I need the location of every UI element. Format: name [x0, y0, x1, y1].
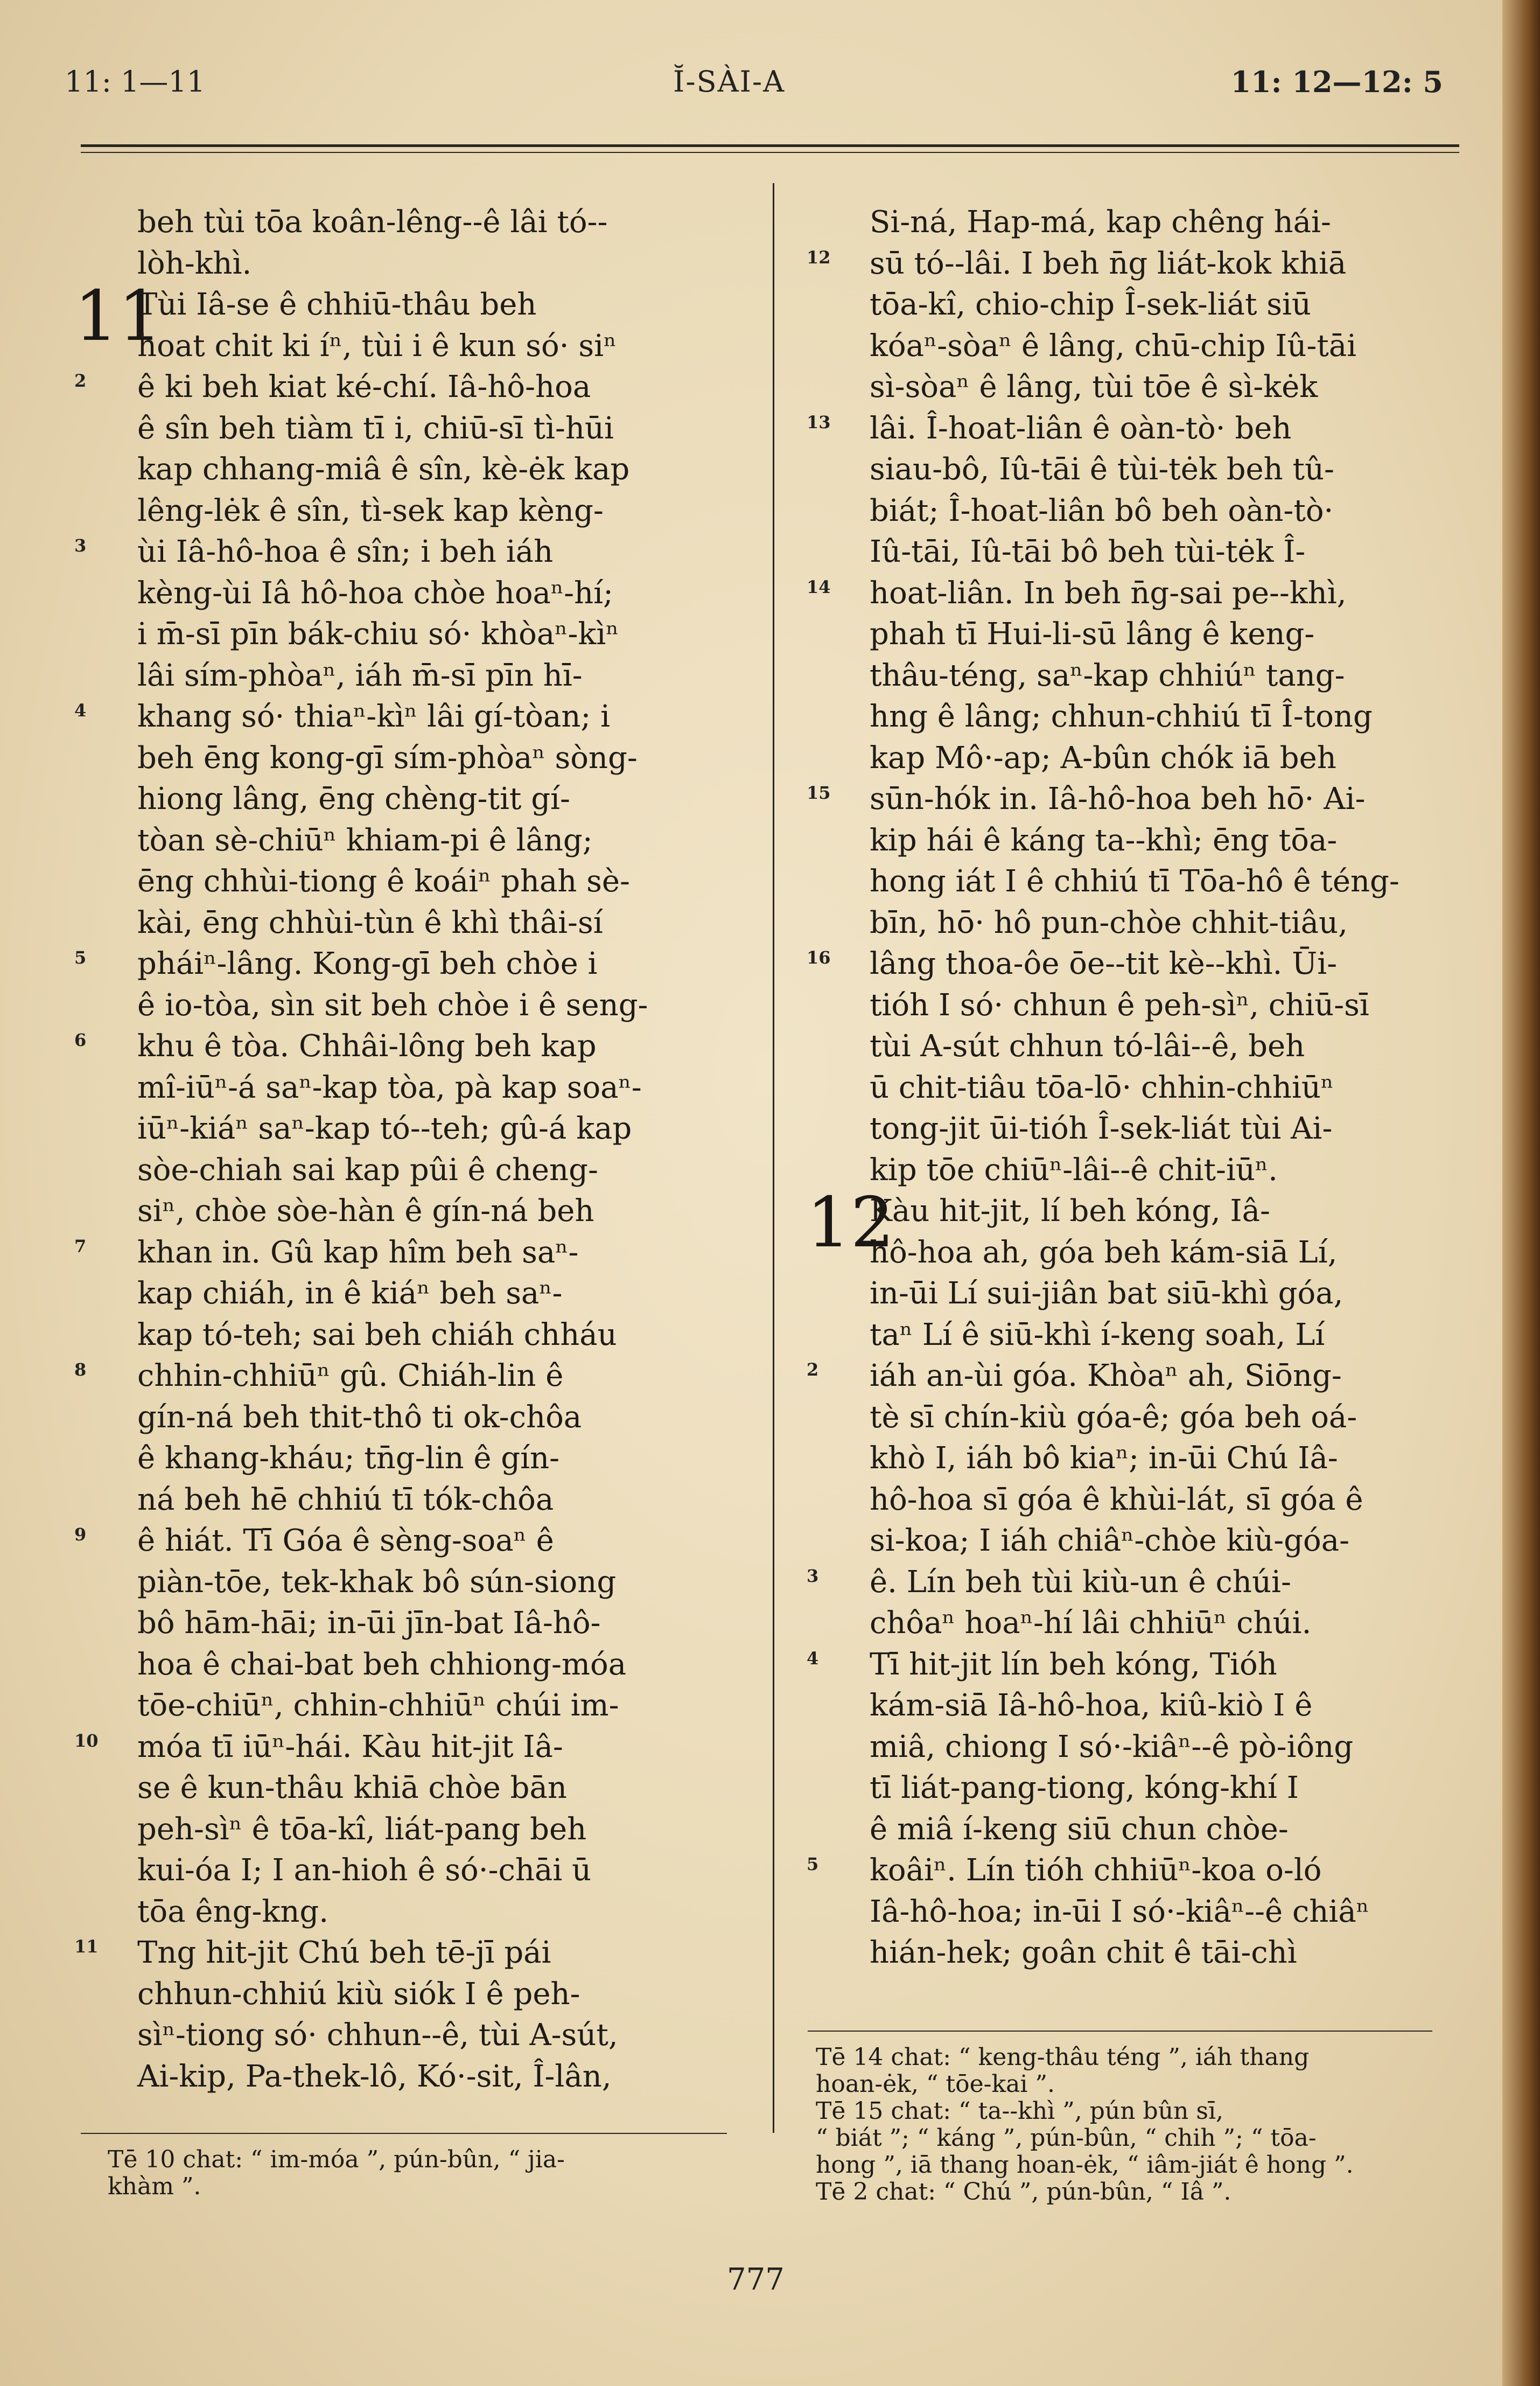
verse-number: 8 [74, 1359, 87, 1380]
page-edge [1502, 0, 1540, 2386]
verse-text: hoat-liân. In beh n̄g-sai pe--khì, [870, 575, 1347, 611]
verse-text: se ê kun-thâu khiā chòe bān [137, 1770, 567, 1805]
text-line [808, 1480, 1462, 1521]
verse-text: kap tó-teh; sai beh chiáh chháu [137, 1317, 617, 1352]
left-column [75, 202, 738, 2097]
verse-text: koâiⁿ. Lín tióh chhiūⁿ-koa o-ló [870, 1853, 1322, 1888]
verse-text: lòh-khì. [137, 246, 252, 281]
text-line [75, 532, 738, 573]
text-line [808, 820, 1462, 862]
verse-text: chhun-chhiú kiù siók I ê peh- [137, 1976, 580, 2012]
verse-text: hong iát I ê chhiú tī Tōa-hô ê téng- [870, 864, 1399, 899]
text-line [75, 367, 738, 408]
verse-text: tè sī chín-kiù góa-ê; góa beh oá- [870, 1399, 1357, 1435]
verse-text: mî-iūⁿ-á saⁿ-kap tòa, pà kap soaⁿ- [137, 1070, 642, 1105]
verse-text: tùi A-sút chhun tó-lâi--ê, beh [870, 1029, 1305, 1064]
footnote-rule-left [81, 2133, 727, 2134]
text-line [75, 1685, 738, 1727]
text-line [808, 1809, 1462, 1851]
verse-number: 4 [74, 700, 87, 721]
text-line [75, 1932, 738, 1974]
verse-text: hô-hoa sī góa ê khùi-lát, sī góa ê [870, 1482, 1363, 1517]
text-line [75, 1727, 738, 1768]
text-line [75, 1562, 738, 1603]
verse-number: 14 [807, 576, 831, 597]
header-rule-thick [81, 144, 1459, 147]
footnotes-right [816, 2044, 1451, 2206]
verse-text: khò I, iáh bô kiaⁿ; in-ūi Chú Iâ- [870, 1441, 1338, 1476]
text-line [808, 1685, 1462, 1727]
verse-text: beh ēng kong-gī sím-phòaⁿ sòng- [137, 740, 638, 776]
verse-number: 4 [807, 1648, 819, 1669]
text-line [75, 1850, 738, 1892]
footnote-line: khàm ”. [108, 2173, 201, 2200]
verse-text: lâng thoa-ôe ōe--tit kè--khì. Ūi- [870, 946, 1338, 981]
verse-text: Tī hit-jit lín beh kóng, Tióh [870, 1647, 1277, 1682]
verse-text: hiong lâng, ēng chèng-tit gí- [137, 782, 570, 817]
verse-text: pháiⁿ-lâng. Kong-gī beh chòe i [137, 946, 598, 981]
footnote-line: “ biát ”; “ káng ”, pún-bûn, “ chih ”; “ tōa- [816, 2124, 1317, 2152]
text-line [808, 1108, 1462, 1150]
verse-text: tōa-kî, chio-chip Î-sek-liát siū [870, 287, 1311, 322]
verse-text: ê khang-kháu; tn̄g-lin ê gín- [137, 1441, 559, 1476]
text-line [75, 1603, 738, 1644]
text-line [75, 1068, 738, 1109]
verse-text: biát; Î-hoat-liân bô beh oàn-tò· [870, 493, 1334, 528]
text-line [808, 1273, 1462, 1315]
verse-text: kip hái ê káng ta--khì; ēng tōa- [870, 822, 1338, 858]
verse-number: 5 [807, 1854, 819, 1874]
verse-text: ê ki beh kiat ké-chí. Iâ-hô-hoa [137, 369, 591, 404]
verse-text: in-ūi Lí sui-jiân bat siū-khì góa, [870, 1276, 1343, 1311]
footnote-line: Tē 10 chat: “ im-móa ”, pún-bûn, “ jia- [108, 2146, 565, 2173]
verse-text: ê io-tòa, sìn sit beh chòe i ê seng- [137, 987, 648, 1023]
verse-text: kám-siā Iâ-hô-hoa, kiû-kiò I ê [870, 1688, 1313, 1723]
text-line [75, 2015, 738, 2056]
verse-text: sòe-chiah sai kap pûi ê cheng- [137, 1152, 598, 1188]
text-line [808, 1850, 1462, 1892]
verse-text: tōe-chiūⁿ, chhin-chhiūⁿ chúi im- [137, 1688, 619, 1723]
text-line [75, 1026, 738, 1068]
verse-text: iáh an-ùi góa. Khòaⁿ ah, Siōng- [870, 1358, 1342, 1393]
text-line [808, 1562, 1462, 1603]
verse-text: khu ê tòa. Chhâi-lông beh kap [137, 1029, 597, 1064]
text-line [75, 1108, 738, 1150]
text-line [808, 1315, 1462, 1356]
text-line [808, 903, 1462, 944]
verse-text: ê sîn beh tiàm tī i, chiū-sī tì-hūi [137, 410, 614, 446]
verse-text: móa tī iūⁿ-hái. Kàu hit-jit Iâ- [137, 1729, 563, 1764]
verse-text: Tùi Iâ-se ê chhiū-thâu beh [137, 287, 537, 322]
text-line [808, 326, 1462, 367]
text-line [808, 1232, 1462, 1274]
footnote-line: hoan-ėk, “ tōe-kai ”. [816, 2070, 1055, 2098]
text-line [808, 367, 1462, 408]
text-line [75, 1438, 738, 1480]
verse-text: beh tùi tōa koân-lêng--ê lâi tó-- [137, 205, 608, 240]
text-line [75, 655, 738, 697]
verse-text: gín-ná beh thit-thô ti ok-chôa [137, 1399, 582, 1435]
chapter-number: 11 [74, 276, 162, 357]
verse-text: kap chiáh, in ê kiáⁿ beh saⁿ- [137, 1276, 563, 1311]
text-line [75, 1397, 738, 1439]
text-line [75, 1809, 738, 1851]
verse-text: taⁿ Lí ê siū-khì í-keng soah, Lí [870, 1317, 1325, 1352]
text-line [808, 1026, 1462, 1068]
verse-number: 2 [807, 1359, 819, 1380]
text-line [808, 408, 1462, 450]
verse-text: sū tó--lâi. I beh n̄g liát-kok khiā [870, 246, 1347, 281]
verse-text: hoa ê chai-bat beh chhiong-móa [137, 1647, 627, 1682]
text-line [75, 491, 738, 532]
verse-text: sìⁿ-tiong só· chhun--ê, tùi A-sút, [137, 2018, 618, 2053]
verse-number: 3 [74, 535, 87, 556]
verse-text: sūn-hók in. Iâ-hô-hoa beh hō· Ai- [870, 782, 1366, 817]
text-line [75, 1974, 738, 2015]
verse-text: hô-hoa ah, góa beh kám-siā Lí, [870, 1234, 1338, 1270]
running-head [65, 65, 1443, 113]
footnotes-left [108, 2146, 754, 2200]
text-line [808, 1644, 1462, 1686]
text-line [808, 1727, 1462, 1768]
verse-text: tī liát-pang-tiong, kóng-khí I [870, 1770, 1299, 1805]
text-line [808, 1892, 1462, 1933]
text-line [808, 1438, 1462, 1480]
verse-text: lêng-lėk ê sîn, tì-sek kap kèng- [137, 493, 604, 528]
right-column [808, 202, 1462, 1974]
verse-text: lâi. Î-hoat-liân ê oàn-tò· beh [870, 410, 1292, 446]
verse-number: 10 [74, 1730, 99, 1751]
verse-text: ēng chhùi-tiong ê koáiⁿ phah sè- [137, 864, 630, 899]
verse-text: Kàu hit-jit, lí beh kóng, Iâ- [870, 1194, 1270, 1229]
text-line [808, 1356, 1462, 1397]
verse-text: iūⁿ-kiáⁿ saⁿ-kap tó--teh; gû-á kap [137, 1111, 632, 1146]
text-line [808, 1150, 1462, 1191]
header-right-reference: 11: 12—12: 5 [1230, 65, 1443, 99]
verse-text: ná beh hē chhiú tī tók-chôa [137, 1482, 554, 1517]
text-line [75, 326, 738, 367]
verse-number: 5 [74, 947, 87, 968]
header-book-title: Ĭ-SÀI-A [673, 65, 786, 99]
text-line [808, 779, 1462, 820]
text-line [75, 1232, 738, 1274]
verse-text: i m̄-sī pīn bák-chiu só· khòaⁿ-kìⁿ [137, 617, 619, 652]
verse-text: tòan sè-chiūⁿ khiam-pi ê lâng; [137, 822, 593, 858]
text-line [808, 985, 1462, 1027]
header-rule-thin [81, 152, 1459, 153]
verse-number: 16 [807, 947, 831, 968]
verse-text: hoat chit ki íⁿ, tùi i ê kun só· siⁿ [137, 328, 617, 364]
text-line [75, 1356, 738, 1397]
verse-text: khan in. Gû kap hîm beh saⁿ- [137, 1234, 579, 1270]
text-line [808, 202, 1462, 243]
verse-number: 11 [74, 1936, 99, 1957]
text-line [75, 1150, 738, 1191]
verse-text: Iû-tāi, Iû-tāi bô beh tùi-tėk Î- [870, 534, 1306, 569]
text-line [808, 696, 1462, 738]
text-line [75, 985, 738, 1027]
verse-text: ū chit-tiâu tōa-lō· chhin-chhiūⁿ [870, 1070, 1334, 1105]
text-line [75, 408, 738, 450]
text-line [75, 820, 738, 862]
verse-text: hián-hek; goân chit ê tāi-chì [870, 1935, 1297, 1970]
text-line [808, 1520, 1462, 1562]
verse-text: kèng-ùi Iâ hô-hoa chòe hoaⁿ-hí; [137, 575, 613, 611]
verse-text: kài, ēng chhùi-tùn ê khì thâi-sí [137, 905, 603, 940]
footnote-line: Tē 14 chat: “ keng-thâu téng ”, iáh thang [816, 2043, 1310, 2071]
verse-text: hng ê lâng; chhun-chhiú tī Î-tong [870, 699, 1373, 734]
column-divider [773, 183, 774, 2133]
verse-text: tōa êng-kng. [137, 1894, 329, 1929]
verse-text: ê miâ í-keng siū chun chòe- [870, 1811, 1289, 1847]
verse-text: thâu-téng, saⁿ-kap chhiúⁿ tang- [870, 658, 1345, 693]
text-line [808, 944, 1462, 985]
footnote-line: Tē 2 chat: “ Chú ”, pún-bûn, “ Iâ ”. [816, 2178, 1231, 2206]
verse-text: ê. Lín beh tùi kiù-un ê chúi- [870, 1564, 1291, 1600]
text-line [75, 903, 738, 944]
verse-text: miâ, chiong I só·-kiâⁿ--ê pò-iông [870, 1729, 1354, 1764]
verse-text: kui-óa I; I an-hioh ê só·-chāi ū [137, 1853, 592, 1888]
verse-text: bīn, hō· hô pun-chòe chhit-tiâu, [870, 905, 1348, 940]
text-line [808, 1397, 1462, 1439]
text-line [808, 1068, 1462, 1109]
text-line [808, 243, 1462, 285]
text-line [808, 284, 1462, 326]
verse-number: 3 [807, 1565, 819, 1586]
text-line [75, 2056, 738, 2098]
verse-text: kap Mô·-ap; A-bûn chók iā beh [870, 740, 1336, 776]
text-line [808, 861, 1462, 903]
verse-number: 15 [807, 783, 831, 803]
text-line [75, 1644, 738, 1686]
verse-text: phah tī Hui-li-sū lâng ê keng- [870, 617, 1315, 652]
text-line [75, 1315, 738, 1356]
text-line [75, 243, 738, 285]
verse-text: piàn-tōe, tek-khak bô sún-siong [137, 1564, 617, 1600]
text-line [808, 614, 1462, 655]
verse-number: 13 [807, 411, 831, 432]
verse-number: 12 [807, 247, 831, 268]
verse-text: si-koa; I iáh chiâⁿ-chòe kiù-góa- [870, 1523, 1350, 1558]
text-line [808, 738, 1462, 779]
text-line [75, 449, 738, 491]
text-line [75, 1480, 738, 1521]
text-line [75, 738, 738, 779]
verse-text: ùi Iâ-hô-hoa ê sîn; i beh iáh [137, 534, 554, 569]
verse-text: Si-ná, Hap-má, kap chêng hái- [870, 205, 1331, 240]
verse-text: Iâ-hô-hoa; in-ūi I só·-kiâⁿ--ê chiâⁿ [870, 1894, 1369, 1929]
text-line [808, 532, 1462, 573]
text-line [808, 1603, 1462, 1644]
text-line [75, 696, 738, 738]
text-line [75, 1768, 738, 1809]
verse-text: ê hiát. Tī Góa ê sèng-soaⁿ ê [137, 1523, 554, 1558]
text-line [808, 1932, 1462, 1974]
header-left-reference: 11: 1—11 [65, 65, 206, 99]
verse-number: 7 [74, 1236, 87, 1257]
text-line [75, 614, 738, 655]
text-line [75, 1191, 738, 1232]
footnote-line: Tē 15 chat: “ ta--khì ”, pún bûn sī, [816, 2097, 1224, 2125]
verse-text: siⁿ, chòe sòe-hàn ê gín-ná beh [137, 1194, 594, 1229]
text-line [75, 573, 738, 615]
verse-text: sì-sòaⁿ ê lâng, tùi tōe ê sì-kėk [870, 369, 1318, 404]
text-line [808, 655, 1462, 697]
text-line [75, 944, 738, 985]
footnote-rule-right [808, 2031, 1432, 2032]
footnote-line: hong ”, iā thang hoan-ėk, “ iâm-jiát ê hong ”. [816, 2151, 1354, 2179]
verse-text: tong-jit ūi-tióh Î-sek-liát tùi Ai- [870, 1111, 1333, 1146]
verse-text: bô hām-hāi; in-ūi jīn-bat Iâ-hô- [137, 1606, 601, 1641]
text-line [75, 1520, 738, 1562]
text-line [75, 1273, 738, 1315]
verse-text: tióh I só· chhun ê peh-sìⁿ, chiū-sī [870, 987, 1369, 1023]
text-line [75, 1892, 738, 1933]
verse-number: 6 [74, 1030, 87, 1050]
chapter-number: 12 [807, 1183, 894, 1263]
text-line [808, 449, 1462, 491]
page-number: 777 [727, 2262, 785, 2297]
verse-text: kap chhang-miâ ê sîn, kè-ėk kap [137, 452, 630, 487]
text-line [808, 491, 1462, 532]
text-line [75, 202, 738, 243]
text-line [75, 861, 738, 903]
verse-text: lâi sím-phòaⁿ, iáh m̄-sī pīn hī- [137, 658, 583, 693]
verse-text: Tng hit-jit Chú beh tē-jī pái [137, 1935, 551, 1970]
text-line [75, 779, 738, 820]
verse-number: 9 [74, 1524, 87, 1545]
verse-text: peh-sìⁿ ê tōa-kî, liát-pang beh [137, 1811, 587, 1847]
verse-text: chhin-chhiūⁿ gû. Chiáh-lin ê [137, 1358, 564, 1393]
text-line [808, 1768, 1462, 1809]
verse-text: Ai-kip, Pa-thek-lô, Kó·-sit, Î-lân, [137, 2059, 612, 2094]
verse-text: siau-bô, Iû-tāi ê tùi-tėk beh tû- [870, 452, 1334, 487]
verse-text: khang só· thiaⁿ-kìⁿ lâi gí-tòan; i [137, 699, 610, 734]
text-line [808, 573, 1462, 615]
verse-text: kip tōe chiūⁿ-lâi--ê chit-iūⁿ. [870, 1152, 1278, 1188]
verse-text: chôaⁿ hoaⁿ-hí lâi chhiūⁿ chúi. [870, 1606, 1312, 1641]
verse-text: kóaⁿ-sòaⁿ ê lâng, chū-chip Iû-tāi [870, 328, 1357, 364]
verse-number: 2 [74, 371, 87, 391]
